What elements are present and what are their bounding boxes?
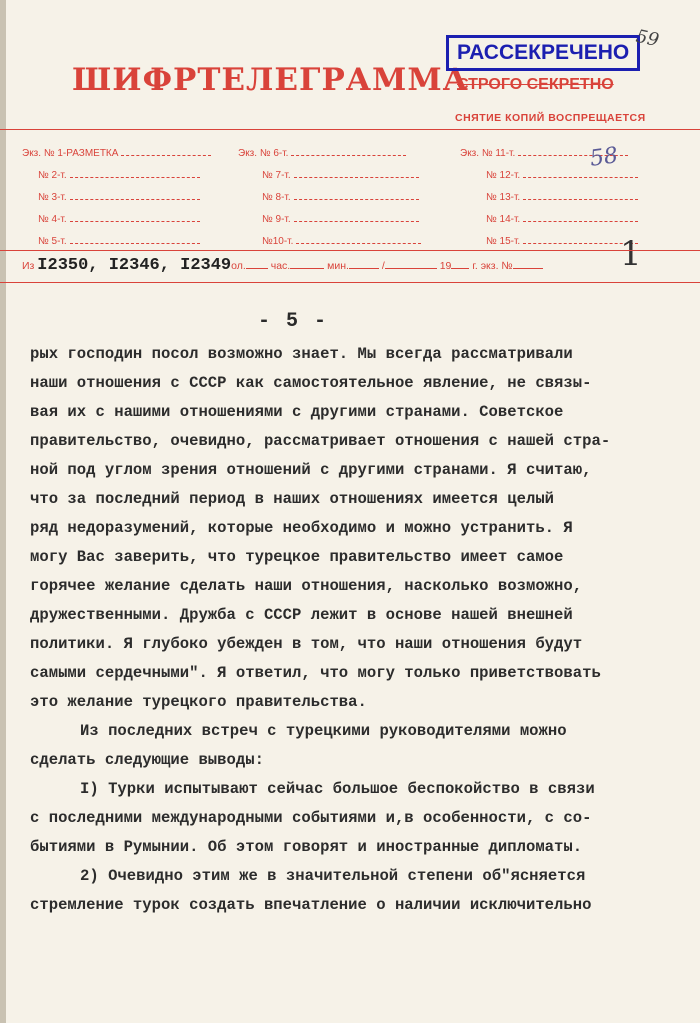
copy-entry: № 12-т.	[486, 168, 638, 182]
body-line: самыми сердечными". Я ответил, что могу только приветствовать	[30, 664, 601, 682]
body-line: 2) Очевидно этим же в значительной степени об"ясняется	[80, 867, 586, 885]
sender-line	[22, 256, 672, 275]
copy-entry: № 13-т.	[486, 190, 638, 204]
field-label: /	[381, 260, 385, 272]
form-title: ШИФРТЕЛЕГРАММА	[72, 62, 469, 98]
body-line: горячее желание сделать наши отношения, насколько возможно,	[30, 577, 583, 595]
copy-entry: № 4-т.	[38, 212, 200, 226]
copy-entry: № 2-т.	[38, 168, 200, 182]
header-rule	[0, 250, 700, 251]
header-rule	[0, 129, 700, 130]
copy-entry: № 8-т.	[262, 190, 419, 204]
classification-label: СТРОГО СЕКРЕТНО	[457, 76, 614, 93]
handwritten-number: 58	[588, 143, 620, 172]
declassified-stamp: РАССЕКРЕЧЕНО	[446, 35, 640, 71]
body-line: вая их с нашими отношениями с другими странами. Советское	[30, 403, 564, 421]
body-line: это желание турецкого правительства.	[30, 693, 367, 711]
field-label: час.	[270, 260, 291, 272]
body-line: наши отношения с СССР как самостоятельное явление, не связы-	[30, 374, 592, 392]
handwritten-mark: 1	[620, 234, 642, 274]
body-line: Из последних встреч с турецкими руководителями можно	[80, 722, 567, 740]
copy-entry: № 14-т.	[486, 212, 638, 226]
body-line: рых господин посол возможно знает. Мы всегда рассматривали	[30, 345, 573, 363]
body-line: политики. Я глубоко убежден в том, что наши отношения будут	[30, 635, 583, 653]
from-label: Из	[22, 260, 35, 272]
body-line: с последними международными событиями и,в особенности, с со-	[30, 809, 592, 827]
copy-entry: № 9-т.	[262, 212, 419, 226]
body-line: сделать следующие выводы:	[30, 751, 264, 769]
handwritten-corner-number: 59	[634, 25, 661, 52]
copy-entry: Экз. № 1-РАЗМЕТКА	[22, 146, 211, 160]
body-line: могу Вас заверить, что турецкое правительство имеет самое	[30, 548, 564, 566]
copy-entry: № 3-т.	[38, 190, 200, 204]
copy-entry: № 5-т.	[38, 234, 200, 248]
copy-entry: Экз. № 6-т.	[238, 146, 406, 160]
field-label: ол.	[231, 260, 246, 272]
body-line: стремление турок создать впечатление о наличии исключительно	[30, 896, 592, 914]
body-line: бытиями в Румынии. Об этом говорят и иностранные дипломаты.	[30, 838, 583, 856]
body-line: ряд недоразумений, которые необходимо и можно устранить. Я	[30, 519, 573, 537]
copy-entry: №10-т.	[262, 234, 421, 248]
copy-entry: № 7-т.	[262, 168, 419, 182]
header-rule	[0, 282, 700, 283]
body-line: дружественными. Дружба с СССР лежит в основе нашей внешней	[30, 606, 573, 624]
body-line: ной под углом зрения отношений с другими странами. Я считаю,	[30, 461, 592, 479]
telegram-body	[30, 340, 670, 920]
page-number: - 5 -	[258, 310, 329, 333]
field-label: мин.	[327, 260, 349, 272]
copy-prohibited-notice: СНЯТИЕ КОПИЙ ВОСПРЕЩАЕТСЯ	[455, 112, 646, 124]
body-line: I) Турки испытывают сейчас большое беспокойство в связи	[80, 780, 595, 798]
body-line: что за последний период в наших отношениях имеется целый	[30, 490, 555, 508]
field-label: г. экз. №	[472, 260, 513, 272]
copy-entry: Экз. № 11-т.	[460, 146, 628, 160]
body-line: правительство, очевидно, рассматривает отношения с нашей стра-	[30, 432, 611, 450]
copy-entry: № 15-т.	[486, 234, 638, 248]
sender-numbers: I2350, I2346, I2349	[37, 256, 232, 275]
telegram-form-header	[0, 0, 700, 290]
field-label: 19	[439, 260, 452, 272]
